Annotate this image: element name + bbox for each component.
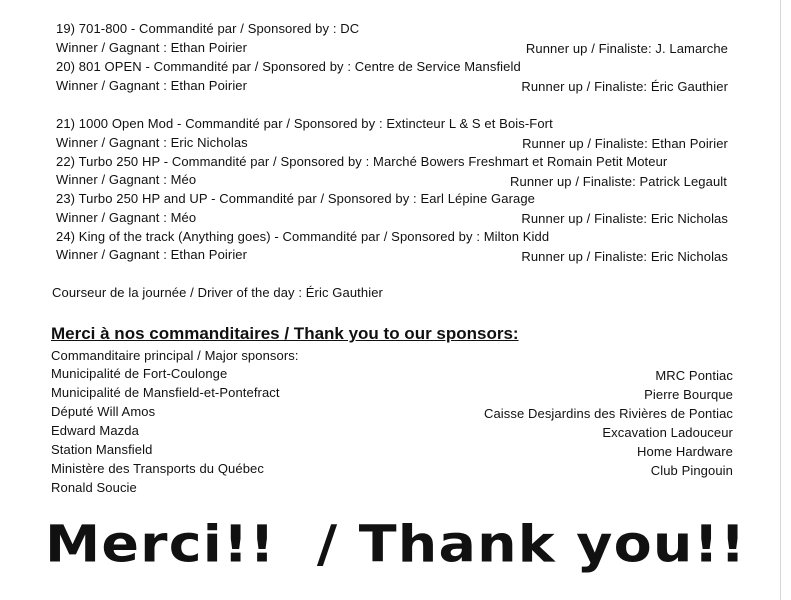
sponsor-item: Caisse Desjardins des Rivières de Pontiac	[483, 406, 733, 421]
sponsor-item: Ministère des Transports du Québec	[51, 461, 264, 476]
result-category-24: 24) King of the track (Anything goes) - Commandité par / Sponsored by : Milton Kidd	[56, 229, 550, 244]
result-runner-up-24: Runner up / Finaliste: Eric Nicholas	[521, 249, 728, 264]
result-category-23: 23) Turbo 250 HP and UP - Commandité par / Sponsored by : Earl Lépine Garage	[56, 191, 536, 206]
result-category-19: 19) 701-800 - Commandité par / Sponsored by : DC	[56, 21, 360, 36]
result-runner-up-20: Runner up / Finaliste: Éric Gauthier	[521, 79, 728, 94]
major-sponsors-label: Commanditaire principal / Major sponsors:	[51, 348, 299, 363]
sponsor-item: Ronald Soucie	[51, 480, 137, 495]
result-winner-20: Winner / Gagnant : Ethan Poirier	[56, 78, 248, 93]
sponsor-item: Excavation Ladouceur	[602, 425, 733, 440]
result-winner-19: Winner / Gagnant : Ethan Poirier	[56, 40, 248, 55]
driver-of-the-day: Courseur de la journée / Driver of the day : Éric Gauthier	[52, 285, 383, 300]
thank-you-banner: Merci!! / Thank you!!	[45, 515, 747, 575]
sponsor-item: Edward Mazda	[51, 423, 139, 438]
result-runner-up-22: Runner up / Finaliste: Patrick Legault	[510, 174, 727, 189]
result-winner-24: Winner / Gagnant : Ethan Poirier	[56, 247, 248, 262]
scan-edge-line	[780, 0, 781, 600]
result-runner-up-23: Runner up / Finaliste: Eric Nicholas	[521, 211, 728, 226]
sponsor-item: Station Mansfield	[51, 442, 153, 457]
sponsor-item: Club Pingouin	[650, 463, 733, 478]
sponsor-item: Pierre Bourque	[644, 387, 733, 402]
result-category-21: 21) 1000 Open Mod - Commandité par / Sponsored by : Extincteur L & S et Bois-Fort	[56, 116, 553, 131]
result-runner-up-21: Runner up / Finaliste: Ethan Poirier	[522, 136, 728, 151]
result-category-20: 20) 801 OPEN - Commandité par / Sponsored by : Centre de Service Mansfield	[56, 59, 521, 74]
result-runner-up-19: Runner up / Finaliste: J. Lamarche	[525, 41, 728, 56]
sponsor-item: Home Hardware	[637, 444, 733, 459]
sponsor-item: Municipalité de Mansfield-et-Pontefract	[51, 385, 280, 400]
result-winner-23: Winner / Gagnant : Méo	[56, 210, 197, 225]
result-winner-22: Winner / Gagnant : Méo	[56, 172, 197, 187]
sponsor-item: MRC Pontiac	[655, 368, 733, 383]
result-winner-21: Winner / Gagnant : Eric Nicholas	[56, 135, 248, 150]
sponsor-item: Municipalité de Fort-Coulonge	[51, 366, 228, 381]
result-category-22: 22) Turbo 250 HP - Commandité par / Sponsored by : Marché Bowers Freshmart et Romain Petit Moteur	[56, 154, 668, 169]
sponsors-heading: Merci à nos commanditaires / Thank you to our sponsors:	[51, 324, 519, 343]
sponsor-item: Député Will Amos	[51, 404, 156, 419]
